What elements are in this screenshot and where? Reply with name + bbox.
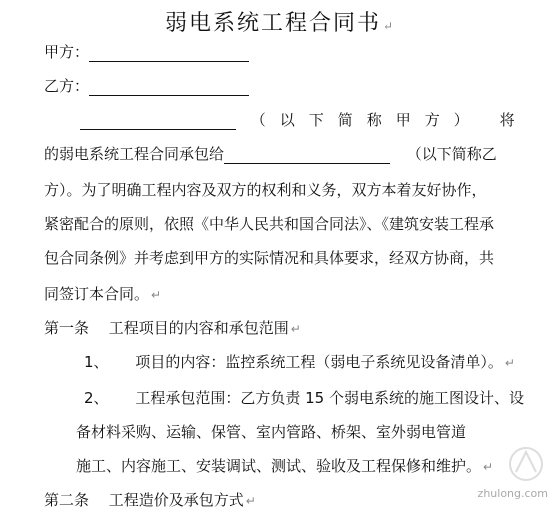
paragraph-mark-icon: ↵ [245,494,256,508]
document-title [0,6,560,37]
intro-line-2-end: （以下简称乙 [406,145,497,163]
paragraph-mark-icon: ↵ [151,288,162,302]
watermark-graphic [486,442,556,490]
watermark-text: zhulong.com [477,487,548,500]
paragraph-line [44,284,161,305]
article-2-text: 第二条 工程造价及承包方式 [44,491,244,509]
paragraph-mark-icon: ↵ [290,322,301,336]
party-a-line [44,42,249,62]
party-a-blank [89,45,249,62]
paragraph-line: 紧密配合的原则，依照《中华人民共和国合同法》、《建筑安装工程承 [44,215,495,233]
alias-party-a-text: （以下简称甲方） [250,111,483,129]
party-b-label: 乙方： [44,77,90,95]
paragraph-mark-icon: ↵ [382,19,396,33]
article-1-text: 第一条 工程项目的内容和承包范围 [44,319,289,337]
contractor-name-blank [224,147,390,164]
owner-name-blank [80,113,236,130]
watermark-logo [477,442,556,502]
item-2 [84,388,524,408]
paragraph-line: 包合同条例》并考虑到甲方的实际情况和具体要求，经双方协商，共 [44,249,495,267]
item-1-number: 1、 [84,353,109,371]
paragraph-line-text: 同签订本合同。 [44,285,150,303]
item-2-number: 2、 [84,389,109,407]
paragraph-line: 方）。为了明确工程内容及双方的权利和义务，双方本着友好协作， [44,181,487,199]
intro-line-1-end: 将 [499,111,515,129]
party-b-blank [89,79,249,96]
party-a-label: 甲方： [44,43,90,61]
title-text: 弱电系统工程合同书 [164,11,381,36]
paragraph-mark-icon: ↵ [483,460,494,474]
intro-line-2 [44,144,497,164]
item-1-text: 项目的内容：监控系统工程（弱电子系统见设备清单）。 [135,353,503,371]
party-b-line [44,76,249,96]
item-1 [84,352,515,373]
item-2-text-line [76,456,493,477]
article-2-heading [44,490,256,511]
intro-line-1 [80,110,515,130]
article-1-heading [44,318,301,339]
item-2-text-line: 备材料采购、运输、保管、室内管路、桥架、室外弱电管道 [76,423,467,441]
item-2-text-line-last: 施工、内容施工、安装调试、测试、验收及工程保修和维护。 [76,457,482,475]
item-2-text-line: 工程承包范围：乙方负责 15 个弱电系统的施工图设计、设 [135,389,524,407]
intro-line-2-start: 的弱电系统工程合同承包给 [44,145,225,163]
paragraph-mark-icon: ↵ [504,356,515,370]
